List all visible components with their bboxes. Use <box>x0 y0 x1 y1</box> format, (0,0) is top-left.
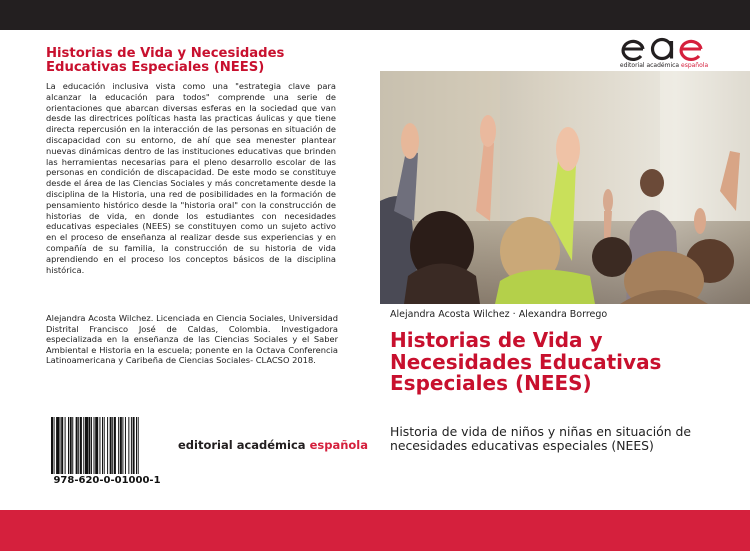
back-cover-title: Historias de Vida y Necesidades Educativas Especiales (NEES) <box>46 46 285 75</box>
logo-caption-accent: española <box>681 62 709 69</box>
front-cover-subtitle: Historia de vida de niños y niñas en situación de necesidades educativas especiales (NEES) <box>390 424 692 454</box>
logo-caption <box>608 62 720 69</box>
back-cover-blurb: La educación inclusiva vista como una "estrategia clave para alcanzar la educación para todos" comprende una serie de orientaciones que abarcan diversas esferas en la sociedad que van desde las directrices políticas hasta las practicas áulicas y que tiene directa repercusión en la interacción de las personas en situación de discapacidad con su entorno, de ahí que sea menester plantear nuevas dinámicas dentro de las instituciones educativas que brinden las herramientas necesarias para el pleno desarrollo escolar de las personas en condición de discapacidad. De este modo se constituye desde el área de las Ciencias Sociales y más concretamente desde la disciplina de la Historia, una red de posibilidades en la formación de pensamiento histórico desde la "historia oral" con la construcción de historias de vida, en donde los estudiantes con necesidades educativas especiales (NEES) se constituyen como un sujeto activo en el proceso de enseñanza al realizar desde sus experiencias y en compañía de su familia, la construcción de su historia de vida aprendiendo en el proceso los conceptos básicos de la disciplina histórica. <box>46 81 336 275</box>
author-bio: Alejandra Acosta Wilchez. Licenciada en Ciencia Sociales, Universidad Distrital Francisco José de Caldas, Colombia. Investigadora especializada en la enseñanza de las Ciencias Sociales y el Saber Ambiental e Historia en la escuela; ponente en la Octava Conferencia Latinoamericana y Caribeña de Ciencias Sociales- CLACSO 2018. <box>46 313 338 366</box>
publisher-name-accent: española <box>309 438 369 452</box>
front-authors: Alejandra Acosta Wilchez · Alexandra Borrego <box>390 309 608 320</box>
barcode-icon <box>50 417 164 474</box>
publisher-name-main: editorial académica <box>178 438 310 452</box>
top-band <box>0 0 750 30</box>
logo-caption-main: editorial académica <box>619 62 681 69</box>
bottom-band <box>0 510 750 551</box>
cover-photo-raised-hands <box>380 71 750 304</box>
front-cover-title: Historias de Vida y Necesidades Educativas Especiales (NEES) <box>390 328 662 395</box>
back-publisher-name <box>178 438 368 452</box>
isbn-number: 978-620-0-01000-1 <box>53 475 161 486</box>
